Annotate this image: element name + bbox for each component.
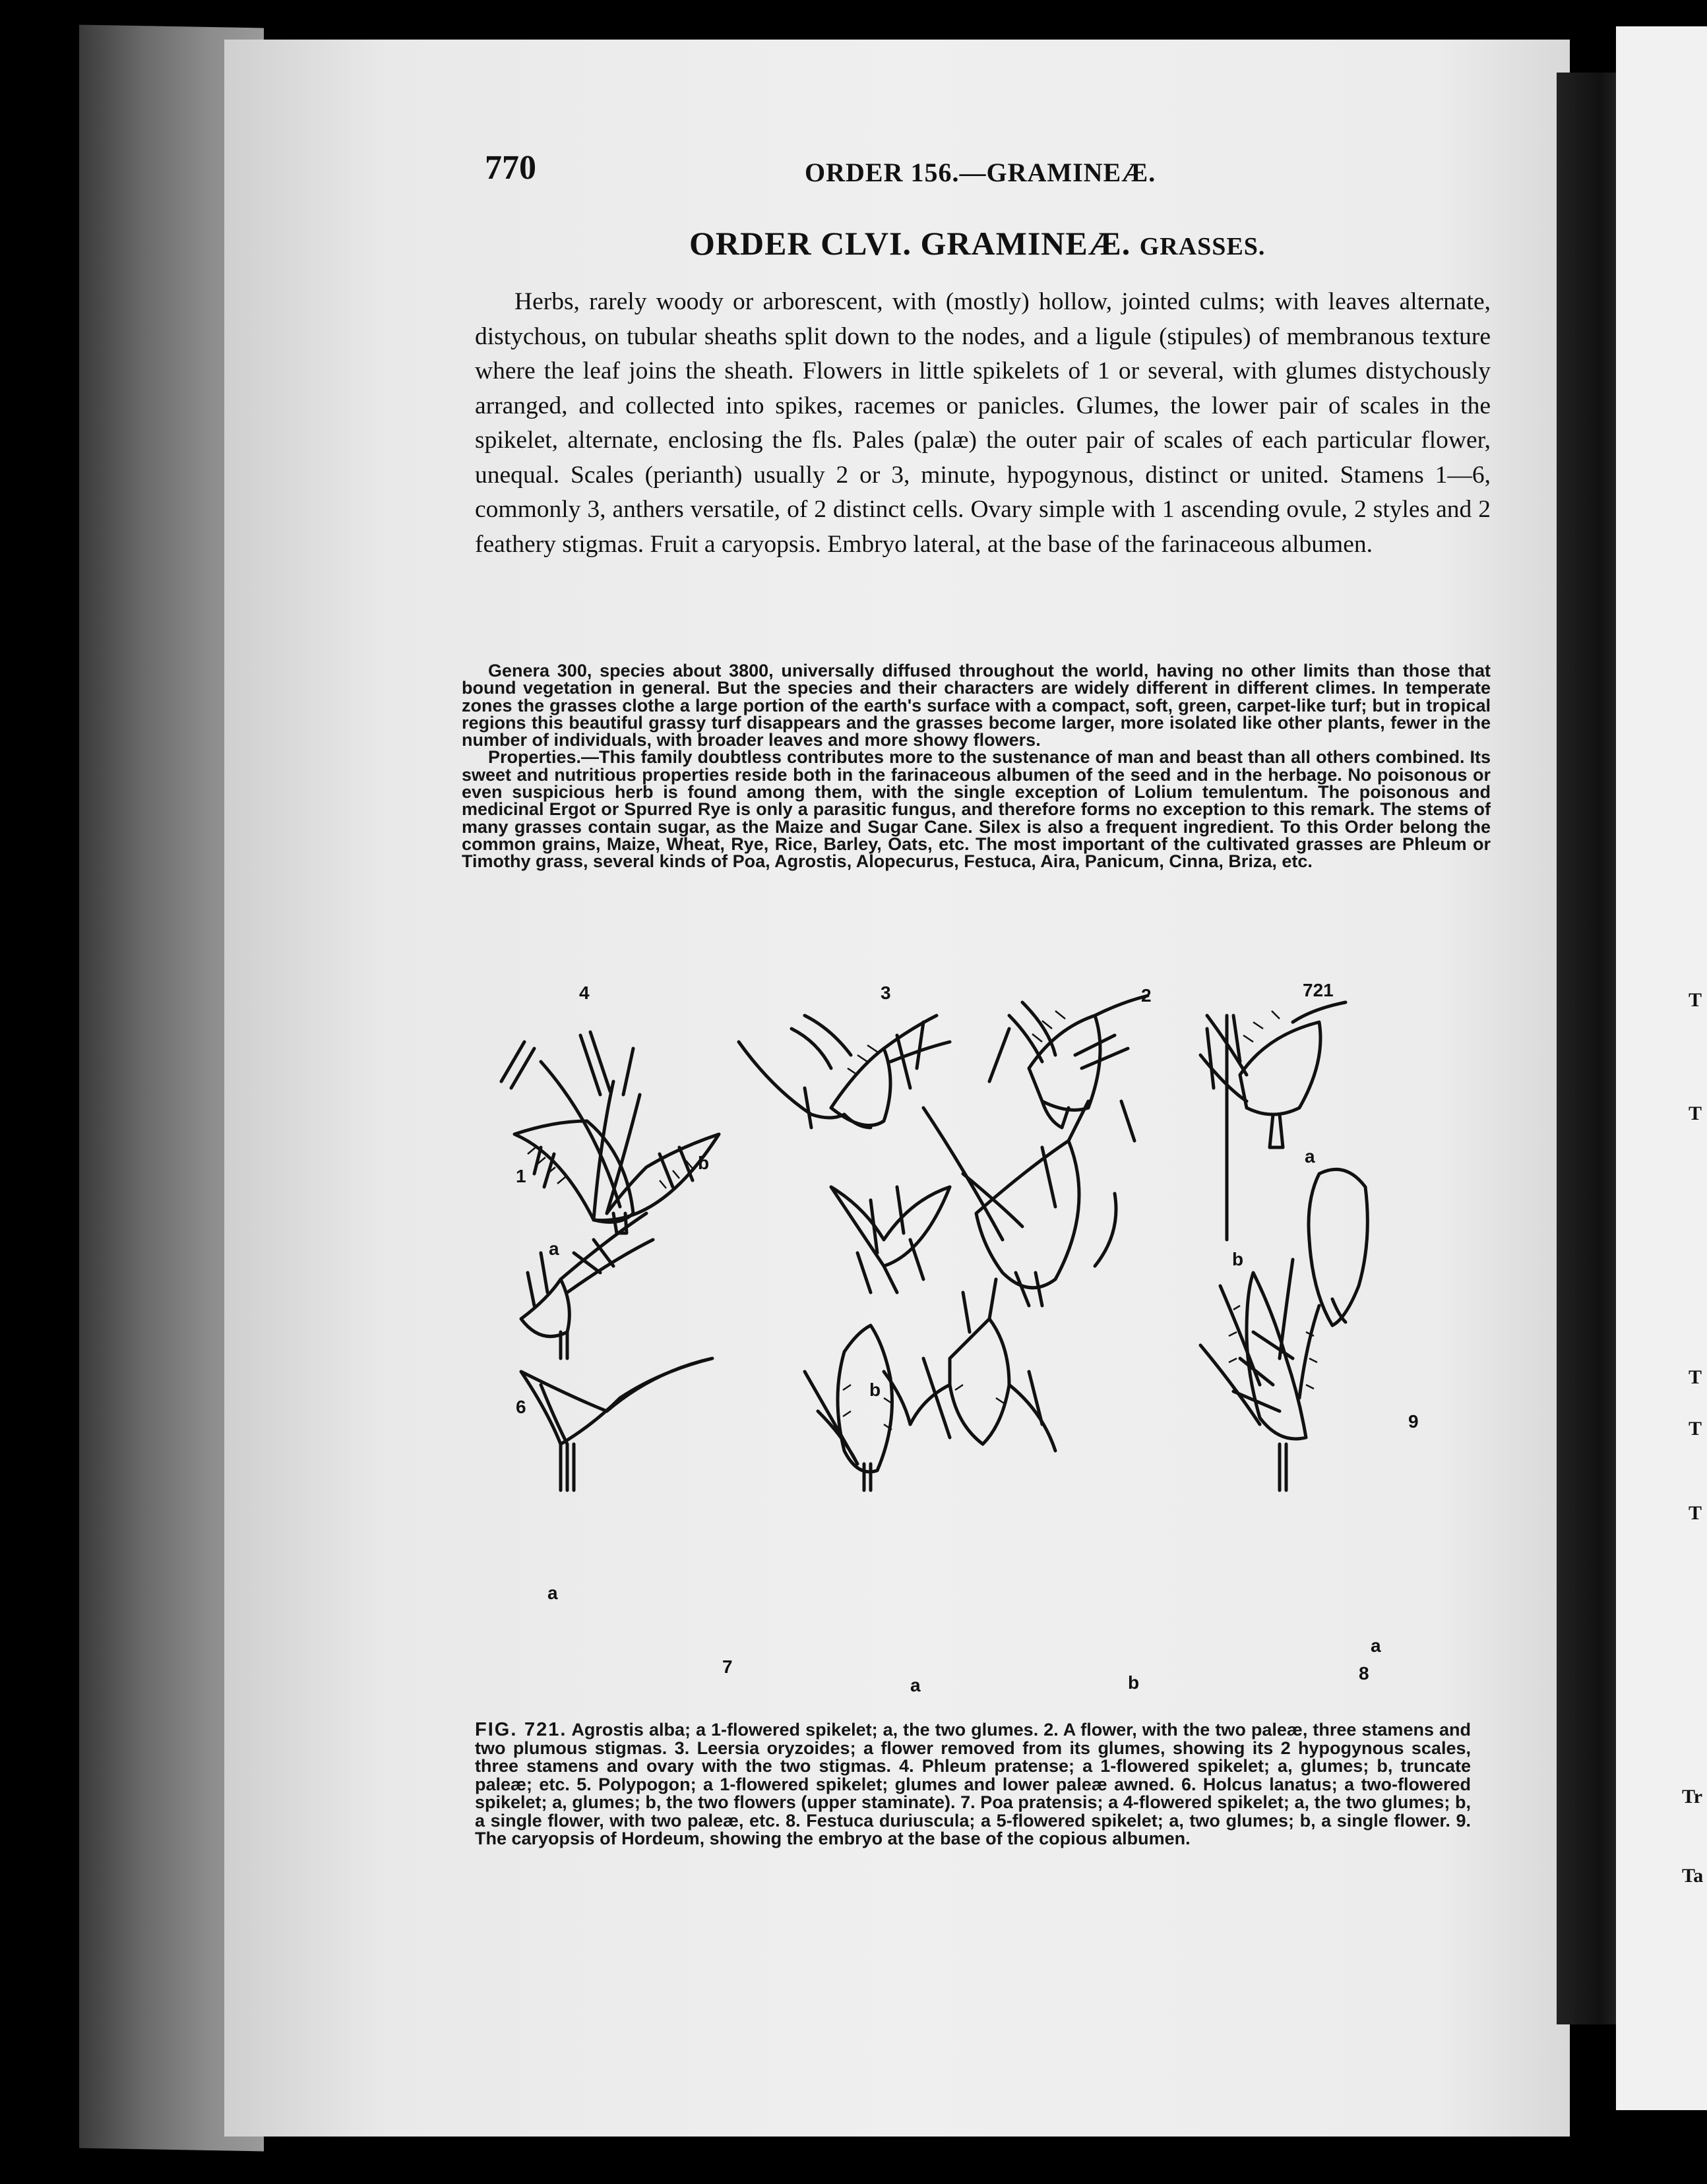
order-number: ORDER CLVI. [689,225,912,262]
genera-paragraph: Genera 300, species about 3800, universally diffused throughout the world, having no other limits than those that bound vegetation in general. But the species and their characters are widely different in different climes. In temperate zones the grasses clothe a large portion of the earth's surface with a compact, soft, green, carpet-like turf; but in tropical regions this beautiful grassy turf disappears and the grasses become larger, more isolated like other plants, fewer in the number of individuals, with broader leaves and more showy flowers. [462,661,1491,750]
figure-label: a [1371,1635,1381,1656]
facing-page-fragment: Ta [1682,1865,1704,1887]
facing-page-fragment: T [1689,1366,1702,1388]
figure-caption [475,1721,1471,1848]
figure-label: 2 [1141,985,1152,1006]
spikelet-drawing-5 [923,1101,1116,1306]
figure-label: 6 [516,1397,526,1417]
spikelet-drawing-b2 [910,1279,1055,1451]
order-common-name: GRASSES. [1139,233,1266,260]
running-header: ORDER 156.—GRAMINEÆ. [805,158,1156,187]
figure-label: a [1305,1146,1315,1167]
facing-page-fragment: T [1689,989,1702,1011]
figure-721 [462,980,1477,1708]
figure-label: b [869,1380,881,1400]
caryopsis-drawing-9 [1309,1169,1367,1325]
order-notes [462,662,1491,870]
figure-label: a [547,1583,558,1603]
caption-lead: FIG. 721. [475,1719,567,1740]
spikelet-drawing-3 [739,1016,950,1128]
caption-text: Agrostis alba; a 1-flowered spikelet; a, the two glumes. 2. A flower, with the two paleæ, three stamens and two plumous stigmas. 3. Leersia oryzoides; a flower removed from its glumes, showing its 2 hypogynous scales, three stamens and ovary with the two stigmas. 4. Phleum pratense; a 1-flowered spikelet; a, glumes; b, truncate paleæ; etc. 5. Polypogon; a 1-flowered spikelet; glumes and lower paleæ awned. 6. Holcus lanatus; a two-flowered spikelet; a, glumes; b, the two flowers (upper staminate). 7. Poa pratensis; a 4-flowered spikelet; a, the two glumes; b, a single flower, with two paleæ, etc. 8. Festuca duriuscula; a 5-flowered spikelet; a, two glumes; b, a single flower. 9. The caryopsis of Hordeum, showing the embryo at the base of the copious albumen. [475,1720,1471,1848]
spikelet-drawing-721 [1200,1002,1346,1147]
facing-page-fragment: T [1689,1418,1702,1440]
figure-label: b [698,1153,710,1173]
description-paragraph: Herbs, rarely woody or arborescent, with (mostly) hollow, jointed culms; with leaves alternate, distychous, on tubular sheaths split down to the nodes, and a ligule (stipules) of membranous texture where the leaf joins the sheath. Flowers in little spikelets of 1 or several, with glumes distychously arranged, and collected into spikes, racemes or panicles. Glumes, the lower pair of scales in the spikelet, alternate, enclosing the fls. Pales (palæ) the outer pair of scales of each particular flower, unequal. Scales (perianth) usually 2 or 3, minute, hypogynous, distinct or united. Stamens 1—6, commonly 3, anthers versatile, of 2 distinct cells. Ovary simple with 1 ascending ovule, 2 styles and 2 feathery stigmas. Fruit a caryopsis. Embryo lateral, at the base of the farinaceous albumen. [475,288,1491,558]
figure-label: 7 [722,1656,733,1677]
figure-label: a [910,1675,921,1695]
spikelet-drawing-6a [521,1358,712,1490]
figure-label: a [549,1238,559,1259]
figure-label: b [1232,1249,1244,1269]
grass-spikelets-illustration [462,989,1477,1708]
spikelet-drawing-6 [521,1213,653,1358]
figure-label: b [1128,1672,1140,1693]
order-description [475,285,1491,562]
spikelet-drawing-2 [989,996,1148,1141]
spikelet-drawing-1 [501,1032,719,1233]
figure-label: 1 [516,1166,526,1186]
spikelet-drawing-7 [805,1325,910,1490]
page-number: 770 [485,149,536,187]
figure-label: 8 [1359,1663,1369,1684]
facing-page-fragment: T [1689,1502,1702,1524]
order-heading [689,224,1265,262]
facing-page-fragment: Tr [1682,1786,1703,1807]
order-name: GRAMINEÆ. [920,225,1131,262]
figure-label: 9 [1408,1411,1419,1432]
figure-label: 3 [881,983,891,1003]
spikelet-drawing-b1 [831,1187,950,1292]
spikelet-drawing-8 [1200,1259,1319,1490]
figure-label: 4 [579,983,590,1003]
properties-paragraph: Properties.—This family doubtless contributes more to the sustenance of man and beast than all others combined. Its sweet and nutritious properties reside both in the farinaceous albumen of the seed and in the herbage. No poisonous or even suspicious herb is found among them, with the single exception of Lolium temulentum. The poisonous and medicinal Ergot or Spurred Rye is only a parasitic fungus, and therefore forms no exception to this remark. The stems of many grasses contain sugar, as the Maize and Sugar Cane. Silex is also a frequent ingredient. To this Order belong the common grains, Maize, Wheat, Rye, Rice, Barley, Oats, etc. The most important of the cultivated grasses are Phleum or Timothy grass, several kinds of Poa, Agrostis, Alopecurus, Festuca, Aira, Panicum, Cinna, Briza, etc. [462,747,1491,872]
figure-number: 721 [1303,980,1334,1000]
facing-page [1616,26,1707,2110]
facing-page-fragment: T [1689,1103,1702,1124]
